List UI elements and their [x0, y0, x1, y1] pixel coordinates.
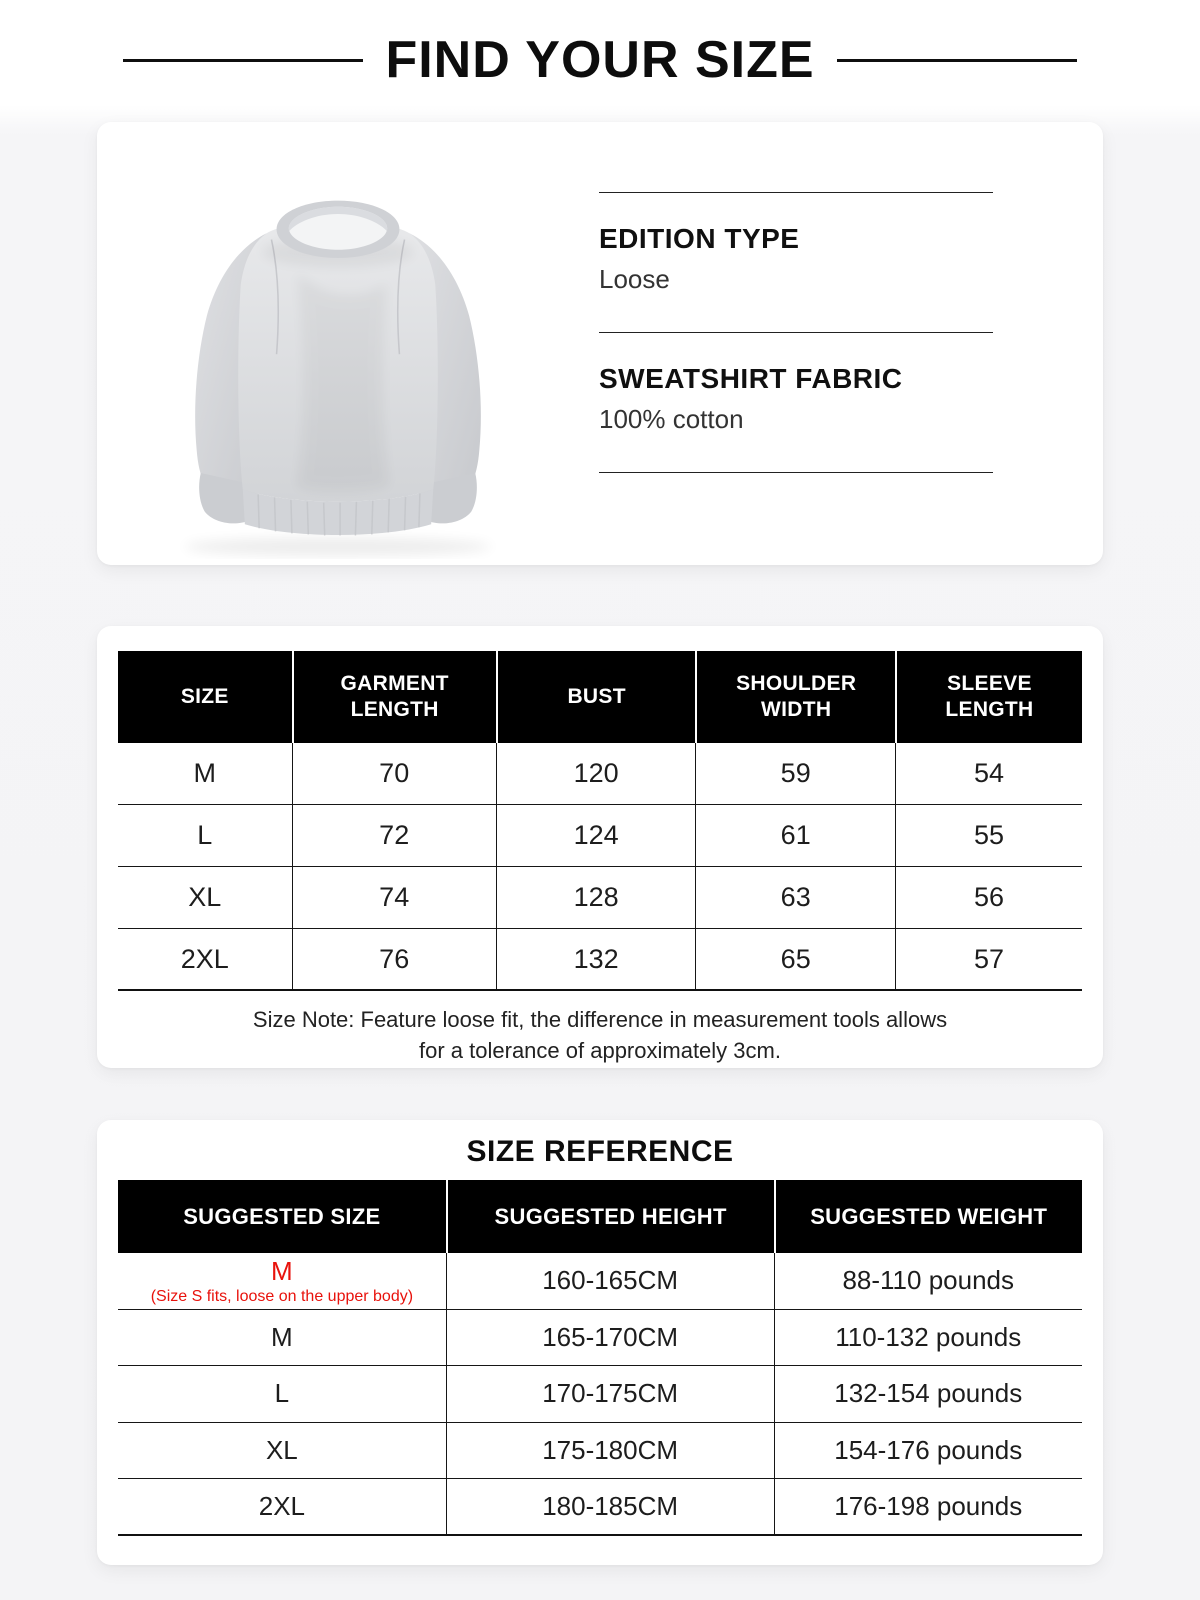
- header-cell-suggested-size: SUGGESTED SIZE: [183, 1203, 381, 1229]
- table-cell: M: [193, 758, 216, 788]
- spec-value: Loose: [599, 264, 670, 294]
- size-reference-card: [97, 1120, 1103, 1565]
- size-note-line2: for a tolerance of approximately 3cm.: [419, 1038, 781, 1063]
- table-cell: 128: [496, 867, 696, 928]
- table-row: [118, 1253, 1082, 1310]
- title-line-right: [837, 59, 1077, 62]
- table-row: [118, 805, 1082, 867]
- product-image-area: [97, 122, 579, 565]
- table-cell: 132: [496, 929, 696, 989]
- measurement-card: [97, 626, 1103, 1068]
- size-reference-table-header: [118, 1180, 1082, 1253]
- table-cell: 61: [695, 805, 895, 866]
- suggested-size-value: M: [271, 1256, 293, 1287]
- product-card: [97, 122, 1103, 565]
- table-cell: 180-185CM: [446, 1479, 774, 1534]
- table-row: [118, 929, 1082, 991]
- table-cell: 175-180CM: [446, 1423, 774, 1479]
- table-cell: 56: [895, 867, 1082, 928]
- table-row: [118, 1310, 1082, 1367]
- measurement-table-header: [118, 651, 1082, 743]
- table-cell: 165-170CM: [446, 1310, 774, 1366]
- page-title: FIND YOUR SIZE: [385, 31, 815, 89]
- table-cell: 120: [496, 743, 696, 804]
- table-cell: 57: [895, 929, 1082, 989]
- header-cell-suggested-weight: SUGGESTED WEIGHT: [774, 1180, 1082, 1253]
- table-cell: 2XL: [180, 943, 229, 974]
- table-cell: 176-198 pounds: [774, 1479, 1082, 1534]
- table-cell: 160-165CM: [446, 1253, 774, 1309]
- table-cell: 63: [695, 867, 895, 928]
- header-cell-sleeve-length: SLEEVE LENGTH: [895, 651, 1082, 743]
- header-cell-bust: BUST: [496, 651, 696, 743]
- table-cell: 59: [695, 743, 895, 804]
- table-cell: L: [197, 820, 213, 850]
- spec-divider: [599, 472, 993, 473]
- table-cell: XL: [188, 882, 222, 912]
- table-row: [118, 743, 1082, 805]
- table-cell: 76: [292, 929, 496, 989]
- table-cell: 170-175CM: [446, 1366, 774, 1422]
- table-cell: 54: [895, 743, 1082, 804]
- title-line-left: [123, 59, 363, 62]
- page-header: [0, 0, 1200, 92]
- table-cell: 65: [695, 929, 895, 989]
- table-cell: M: [271, 1321, 293, 1352]
- header-cell-garment-length: GARMENT LENGTH: [292, 651, 496, 743]
- table-cell: 74: [292, 867, 496, 928]
- table-cell: L: [274, 1378, 290, 1409]
- spec-label: SWEATSHIRT FABRIC: [599, 363, 903, 394]
- product-specs: [599, 122, 993, 565]
- table-row: [118, 867, 1082, 929]
- table-row: [118, 1366, 1082, 1423]
- table-cell: 88-110 pounds: [774, 1253, 1082, 1309]
- table-cell: XL: [265, 1434, 298, 1465]
- table-cell: 72: [292, 805, 496, 866]
- header-cell-suggested-height: SUGGESTED HEIGHT: [446, 1180, 774, 1253]
- size-note-line1: Size Note: Feature loose fit, the difference in measurement tools allows: [252, 1007, 948, 1032]
- suggested-size-note: (Size S fits, loose on the upper body): [150, 1288, 414, 1306]
- table-row: [118, 1479, 1082, 1536]
- table-cell: 2XL: [258, 1490, 305, 1521]
- spec-fabric: [599, 363, 993, 434]
- table-cell: 70: [292, 743, 496, 804]
- spec-value: 100% cotton: [599, 404, 744, 434]
- spec-divider: [599, 192, 993, 193]
- table-cell: 110-132 pounds: [774, 1310, 1082, 1366]
- table-cell: [118, 1253, 446, 1309]
- table-cell: 132-154 pounds: [774, 1366, 1082, 1422]
- size-reference-table: [118, 1180, 1082, 1536]
- size-note: [97, 1004, 1103, 1066]
- table-cell: 55: [895, 805, 1082, 866]
- table-cell: 124: [496, 805, 696, 866]
- spec-edition-type: [599, 223, 993, 294]
- table-cell: 154-176 pounds: [774, 1423, 1082, 1479]
- size-reference-title: SIZE REFERENCE: [466, 1135, 734, 1168]
- table-row: [118, 1423, 1082, 1480]
- spec-divider: [599, 332, 993, 333]
- measurement-table: [118, 651, 1082, 991]
- header-cell-shoulder-width: SHOULDER WIDTH: [695, 651, 895, 743]
- spec-label: EDITION TYPE: [599, 223, 800, 254]
- sweatshirt-image: [128, 129, 548, 559]
- header-cell-size: SIZE: [180, 685, 229, 708]
